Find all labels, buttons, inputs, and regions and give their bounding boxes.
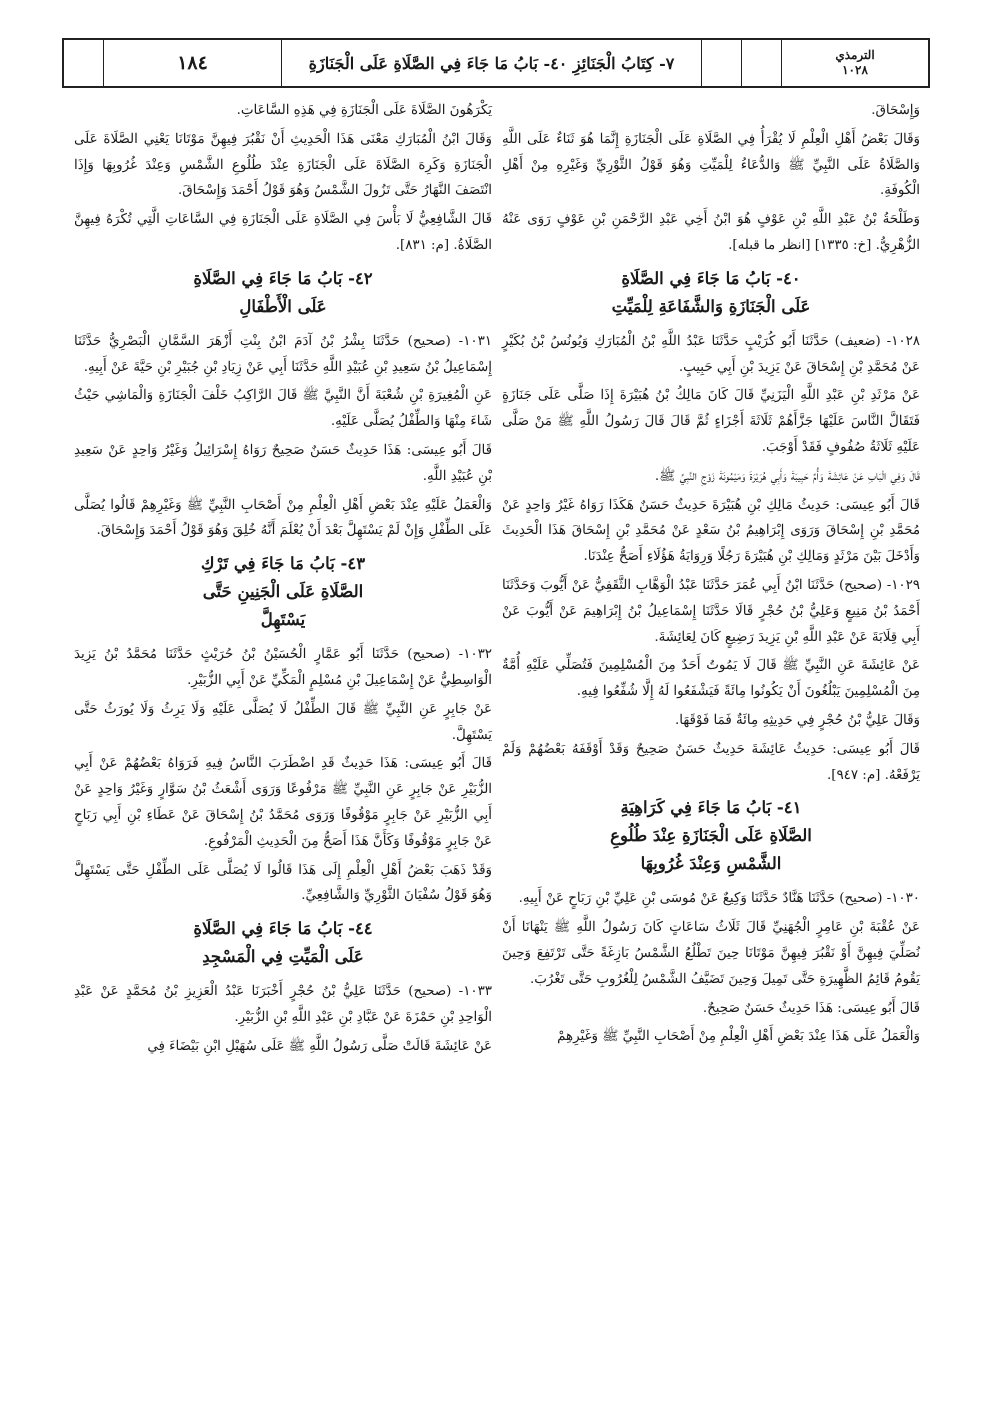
source-name: الترمذي — [835, 48, 875, 62]
paragraph: وَقَالَ بَعْضُ أَهْلِ الْعِلْمِ لَا يُقْرَأُ فِي الصَّلَاةِ عَلَى الْجَنَازَةِ إِنَّمَا هُوَ ثَنَاءٌ عَلَى اللَّهِ وَالصَّلَاةُ عَلَى النَّبِيِّ ﷺ وَالدُّعَاءُ لِلْمَيِّتِ وَهُوَ قَوْلُ الثَّوْرِيِّ وَغَيْرِهِ مِنْ أَهْلِ الْكُوفَةِ. — [502, 131, 920, 199]
section-heading — [74, 550, 492, 634]
section-heading — [502, 794, 920, 878]
section-heading-line: ٤٢- بَابُ مَا جَاءَ فِي الصَّلَاةِ — [193, 268, 373, 288]
section-heading-line: الشَّمْسِ وَعِنْدَ غُرُوبِهَا — [640, 854, 782, 874]
right-text-column — [502, 98, 920, 1053]
section-heading-line: ٤٣- بَابُ مَا جَاءَ فِي تَرْكِ — [200, 554, 366, 574]
paragraph: عَنْ جَابِرٍ عَنِ النَّبِيِّ ﷺ قَالَ الطِّفْلُ لَا يُصَلَّى عَلَيْهِ وَلَا يَرِثُ وَلَا يُورَثُ حَتَّى يَسْتَهِلَّ. — [74, 701, 492, 743]
header-empty-cell — [742, 40, 782, 86]
paragraph: ١٠٣٣- (صحيح) حَدَّثَنَا عَلِيُّ بْنُ حُجْرٍ أَخْبَرَنَا عَبْدُ الْعَزِيزِ بْنُ مُحَمَّدٍ عَنْ عَبْدِ الْوَاحِدِ بْنِ حَمْزَةَ عَنْ عَبَّادِ بْنِ عَبْدِ اللَّهِ بْنِ الزُّبَيْرِ. — [74, 984, 492, 1025]
section-heading-line: عَلَى الْجَنَازَةِ وَالشَّفَاعَةِ لِلْمَيِّتِ — [611, 296, 811, 316]
paragraph: يَكْرَهُونَ الصَّلَاةَ عَلَى الْجَنَازَةِ فِي هَذِهِ السَّاعَاتِ. — [236, 103, 492, 118]
paragraph: ١٠٣٠- (صحيح) حَدَّثَنَا هَنَّادٌ حَدَّثَنَا وَكِيعٌ عَنْ مُوسَى بْنِ عَلِيِّ بْنِ رَبَاحٍ عَنْ أَبِيهِ. — [518, 891, 920, 907]
paragraph: وَإِسْحَاقَ. — [871, 103, 920, 118]
page-header — [62, 38, 930, 88]
header-empty-cell — [702, 40, 742, 86]
paragraph: ١٠٣١- (صحيح) حَدَّثَنَا بِشْرُ بْنُ آدَمَ ابْنُ بِنْتِ أَزْهَرَ السَّمَّانِ الْبَصْرِيُّ حَدَّثَنَا إِسْمَاعِيلُ بْنُ سَعِيدِ بْنِ عُبَيْدِ اللَّهِ حَدَّثَنَا أَبِي عَنْ زِيَادِ بْنِ جُبَيْرِ بْنِ حَيَّةَ عَنْ أَبِيهِ. — [74, 333, 492, 375]
paragraph: قَالَ أَبُو عِيسَى: هَذَا حَدِيثٌ حَسَنٌ صَحِيحٌ. — [702, 1000, 920, 1016]
paragraph: وَالْعَمَلُ عَلَى هَذَا عِنْدَ بَعْضِ أَهْلِ الْعِلْمِ مِنْ أَصْحَابِ النَّبِيِّ ﷺ وَغَيْرِهِمْ — [557, 1029, 920, 1045]
paragraph: قَالَ أَبُو عِيسَى: هَذَا حَدِيثٌ قَدِ اضْطَرَبَ النَّاسُ فِيهِ فَرَوَاهُ بَعْضُهُمْ عَنْ أَبِي الزُّبَيْرِ عَنْ جَابِرٍ عَنِ النَّبِيِّ ﷺ مَرْفُوعًا وَرَوَى أَشْعَثُ بْنُ سَوَّارٍ وَغَيْرُ وَاحِدٍ عَنْ أَبِي الزُّبَيْرِ عَنْ جَابِرٍ مَوْقُوفًا وَرَوَى مُحَمَّدُ بْنُ إِسْحَاقَ عَنْ عَطَاءِ بْنِ أَبِي رَبَاحٍ عَنْ جَابِرٍ مَوْقُوفًا وَكَأَنَّ هَذَا أَصَحُّ مِنَ الْحَدِيثِ الْمَرْفُوعِ. — [74, 756, 492, 849]
paragraph: وَطَلْحَةُ بْنُ عَبْدِ اللَّهِ بْنِ عَوْفٍ هُوَ ابْنُ أَخِي عَبْدِ الرَّحْمَنِ بْنِ عَوْفٍ رَوَى عَنْهُ الزُّهْرِيُّ. [خ: ١٣٣٥] [انظر ما قبله]. — [502, 212, 920, 253]
paragraph: وَقَالَ ابْنُ الْمُبَارَكِ مَعْنَى هَذَا الْحَدِيثِ أَنْ نَقْبُرَ فِيهِنَّ مَوْتَانَا يَعْنِي الصَّلَاةَ عَلَى الْجَنَازَةِ وَكَرِهَ الصَّلَاةَ عَلَى الْجَنَازَةِ عِنْدَ طُلُوعِ الشَّمْسِ وَعِنْدَ غُرُوبِهَا وَإِذَا انْتَصَفَ النَّهَارُ حَتَّى تَزُولَ الشَّمْسُ وَهُوَ قَوْلُ أَحْمَدَ وَإِسْحَاقَ. — [74, 131, 492, 199]
hadith-range: ١٠٢٨ — [842, 63, 868, 77]
paragraph: قَالَ الشَّافِعِيُّ لَا بَأْسَ فِي الصَّلَاةِ عَلَى الْجَنَازَةِ فِي السَّاعَاتِ الَّتِي تُكْرَهُ فِيهِنَّ الصَّلَاةُ. [م: ٨٣١]. — [74, 212, 492, 253]
section-heading-line: عَلَى الْمَيِّتِ فِي الْمَسْجِدِ — [202, 947, 364, 967]
paragraph: ١٠٣٢- (صحيح) حَدَّثَنَا أَبُو عَمَّارٍ الْحُسَيْنُ بْنُ حُرَيْثٍ حَدَّثَنَا مُحَمَّدُ بْنُ يَزِيدَ الْوَاسِطِيُّ عَنْ إِسْمَاعِيلَ بْنِ مُسْلِمٍ الْمَكِّيِّ عَنْ أَبِي الزُّبَيْرِ. — [74, 647, 492, 688]
source-reference — [782, 40, 928, 86]
section-heading-line: الصَّلَاةِ عَلَى الْجَنِينِ حَتَّى — [202, 582, 364, 602]
paragraph: وَالْعَمَلُ عَلَيْهِ عِنْدَ بَعْضِ أَهْلِ الْعِلْمِ مِنْ أَصْحَابِ النَّبِيِّ ﷺ وَغَيْرِهِمْ قَالُوا يُصَلَّى عَلَى الطِّفْلِ وَإِنْ لَمْ يَسْتَهِلَّ بَعْدَ أَنْ يُعْلَمَ أَنَّهُ خُلِقَ وَهُوَ قَوْلُ أَحْمَدَ وَإِسْحَاقَ. — [74, 497, 492, 539]
paragraph: قَالَ أَبُو عِيسَى: حَدِيثُ مَالِكِ بْنِ هُبَيْرَةَ حَدِيثٌ حَسَنٌ هَكَذَا رَوَاهُ غَيْرُ وَاحِدٍ عَنْ مُحَمَّدِ بْنِ إِسْحَاقَ وَرَوَى إِبْرَاهِيمُ بْنُ سَعْدٍ عَنْ مُحَمَّدِ بْنِ إِسْحَاقَ هَذَا الْحَدِيثَ وَأَدْخَلَ بَيْنَ مَرْثَدٍ وَمَالِكِ بْنِ هُبَيْرَةَ رَجُلًا وَرِوَايَةُ هَؤُلَاءِ أَصَحُّ عِنْدَنَا. — [502, 497, 920, 565]
section-heading — [74, 265, 492, 321]
section-heading-line: ٤١- بَابُ مَا جَاءَ فِي كَرَاهِيَةِ — [620, 798, 802, 818]
section-heading — [74, 915, 492, 971]
section-heading-line: ٤٤- بَابُ مَا جَاءَ فِي الصَّلَاةِ — [193, 919, 373, 939]
section-heading-line: عَلَى الْأَطْفَالِ — [239, 296, 327, 316]
section-heading-line: يَسْتَهِلَّ — [260, 610, 306, 630]
paragraph: وَقَالَ عَلِيُّ بْنُ حُجْرٍ فِي حَدِيثِهِ مِائَةٌ فَمَا فَوْقَهَا. — [675, 712, 920, 728]
header-empty-cell — [64, 40, 104, 86]
paragraph: قَالَ وَفِي الْبَابِ عَنْ عَائِشَةَ وَأُمِّ حَبِيبَةَ وَأَبِي هُرَيْرَةَ وَمَيْمُونَةَ زَوْجِ النَّبِيِّ ﷺ. — [654, 468, 920, 484]
paragraph: ١٠٢٨- (ضعيف) حَدَّثَنَا أَبُو كُرَيْبٍ حَدَّثَنَا عَبْدُ اللَّهِ بْنُ الْمُبَارَكِ وَيُونُسُ بْنُ بُكَيْرٍ عَنْ مُحَمَّدِ بْنِ إِسْحَاقَ عَنْ يَزِيدَ بْنِ أَبِي حَبِيبٍ. — [502, 333, 920, 375]
paragraph: عَنْ عُقْبَةَ بْنِ عَامِرٍ الْجُهَنِيِّ قَالَ ثَلَاثُ سَاعَاتٍ كَانَ رَسُولُ اللَّهِ ﷺ يَنْهَانَا أَنْ نُصَلِّيَ فِيهِنَّ أَوْ نَقْبُرَ فِيهِنَّ مَوْتَانَا حِينَ تَطْلُعُ الشَّمْسُ بَازِغَةً حَتَّى تَرْتَفِعَ وَحِينَ يَقُومُ قَائِمُ الظَّهِيرَةِ حَتَّى تَمِيلَ وَحِينَ تَضَيَّفُ الشَّمْسُ لِلْغُرُوبِ حَتَّى تَغْرُبَ. — [502, 920, 920, 987]
section-heading-line: ٤٠- بَابُ مَا جَاءَ فِي الصَّلَاةِ — [621, 268, 801, 288]
chapter-title: ٧- كِتَابُ الْجَنَائِزِ ٤٠- بَابُ مَا جَاءَ فِي الصَّلَاةِ عَلَى الْجَنَازَةِ — [282, 40, 702, 86]
paragraph: قَالَ أَبُو عِيسَى: هَذَا حَدِيثٌ حَسَنٌ صَحِيحٌ رَوَاهُ إِسْرَائِيلُ وَغَيْرُ وَاحِدٍ عَنْ سَعِيدِ بْنِ عُبَيْدِ اللَّهِ. — [74, 442, 492, 484]
paragraph: عَنْ عَائِشَةَ عَنِ النَّبِيِّ ﷺ قَالَ لَا يَمُوتُ أَحَدٌ مِنَ الْمُسْلِمِينَ فَتُصَلِّي عَلَيْهِ أُمَّةٌ مِنَ الْمُسْلِمِينَ يَبْلُغُونَ أَنْ يَكُونُوا مِائَةً فَيَشْفَعُوا لَهُ إِلَّا شُفِّعُوا فِيهِ. — [502, 658, 920, 700]
paragraph: وَقَدْ ذَهَبَ بَعْضُ أَهْلِ الْعِلْمِ إِلَى هَذَا قَالُوا لَا يُصَلَّى عَلَى الطِّفْلِ حَتَّى يَسْتَهِلَّ وَهُوَ قَوْلُ سُفْيَانَ الثَّوْرِيِّ وَالشَّافِعِيِّ. — [74, 862, 492, 904]
paragraph: عَنِ الْمُغِيرَةِ بْنِ شُعْبَةَ أَنَّ النَّبِيَّ ﷺ قَالَ الرَّاكِبُ خَلْفَ الْجَنَازَةِ وَالْمَاشِي حَيْثُ شَاءَ مِنْهَا وَالطِّفْلُ يُصَلَّى عَلَيْهِ. — [74, 388, 492, 430]
section-heading — [502, 265, 920, 321]
page-number: ١٨٤ — [104, 40, 282, 86]
section-heading-line: الصَّلَاةِ عَلَى الْجَنَازَةِ عِنْدَ طُلُوعِ — [610, 826, 812, 846]
left-text-column — [74, 98, 492, 1063]
paragraph: ١٠٢٩- (صحيح) حَدَّثَنَا ابْنُ أَبِي عُمَرَ حَدَّثَنَا عَبْدُ الْوَهَّابِ الثَّقَفِيُّ عَنْ أَيُّوبَ وَحَدَّثَنَا أَحْمَدُ بْنُ مَنِيعٍ وَعَلِيُّ بْنُ حُجْرٍ قَالَا حَدَّثَنَا إِسْمَاعِيلُ بْنُ إِبْرَاهِيمَ عَنْ أَيُّوبَ عَنْ أَبِي قِلَابَةَ عَنْ عَبْدِ اللَّهِ بْنِ يَزِيدَ رَضِيعٍ كَانَ لِعَائِشَةَ. — [502, 577, 920, 645]
paragraph: عَنْ عَائِشَةَ قَالَتْ صَلَّى رَسُولُ اللَّهِ ﷺ عَلَى سُهَيْلِ ابْنِ بَيْضَاءَ فِي — [147, 1038, 492, 1054]
paragraph: قَالَ أَبُو عِيسَى: حَدِيثُ عَائِشَةَ حَدِيثٌ حَسَنٌ صَحِيحٌ وَقَدْ أَوْقَفَهُ بَعْضُهُمْ وَلَمْ يَرْفَعْهُ. [م: ٩٤٧]. — [502, 741, 920, 783]
paragraph: عَنْ مَرْثَدِ بْنِ عَبْدِ اللَّهِ الْيَزَنِيِّ قَالَ كَانَ مَالِكُ بْنُ هُبَيْرَةَ إِذَا صَلَّى عَلَى جَنَازَةٍ فَتَقَالَّ النَّاسَ عَلَيْهَا جَزَّأَهُمْ ثَلَاثَةَ أَجْزَاءٍ ثُمَّ قَالَ قَالَ رَسُولُ اللَّهِ ﷺ مَنْ صَلَّى عَلَيْهِ ثَلَاثَةُ صُفُوفٍ فَقَدْ أَوْجَبَ. — [502, 388, 920, 455]
